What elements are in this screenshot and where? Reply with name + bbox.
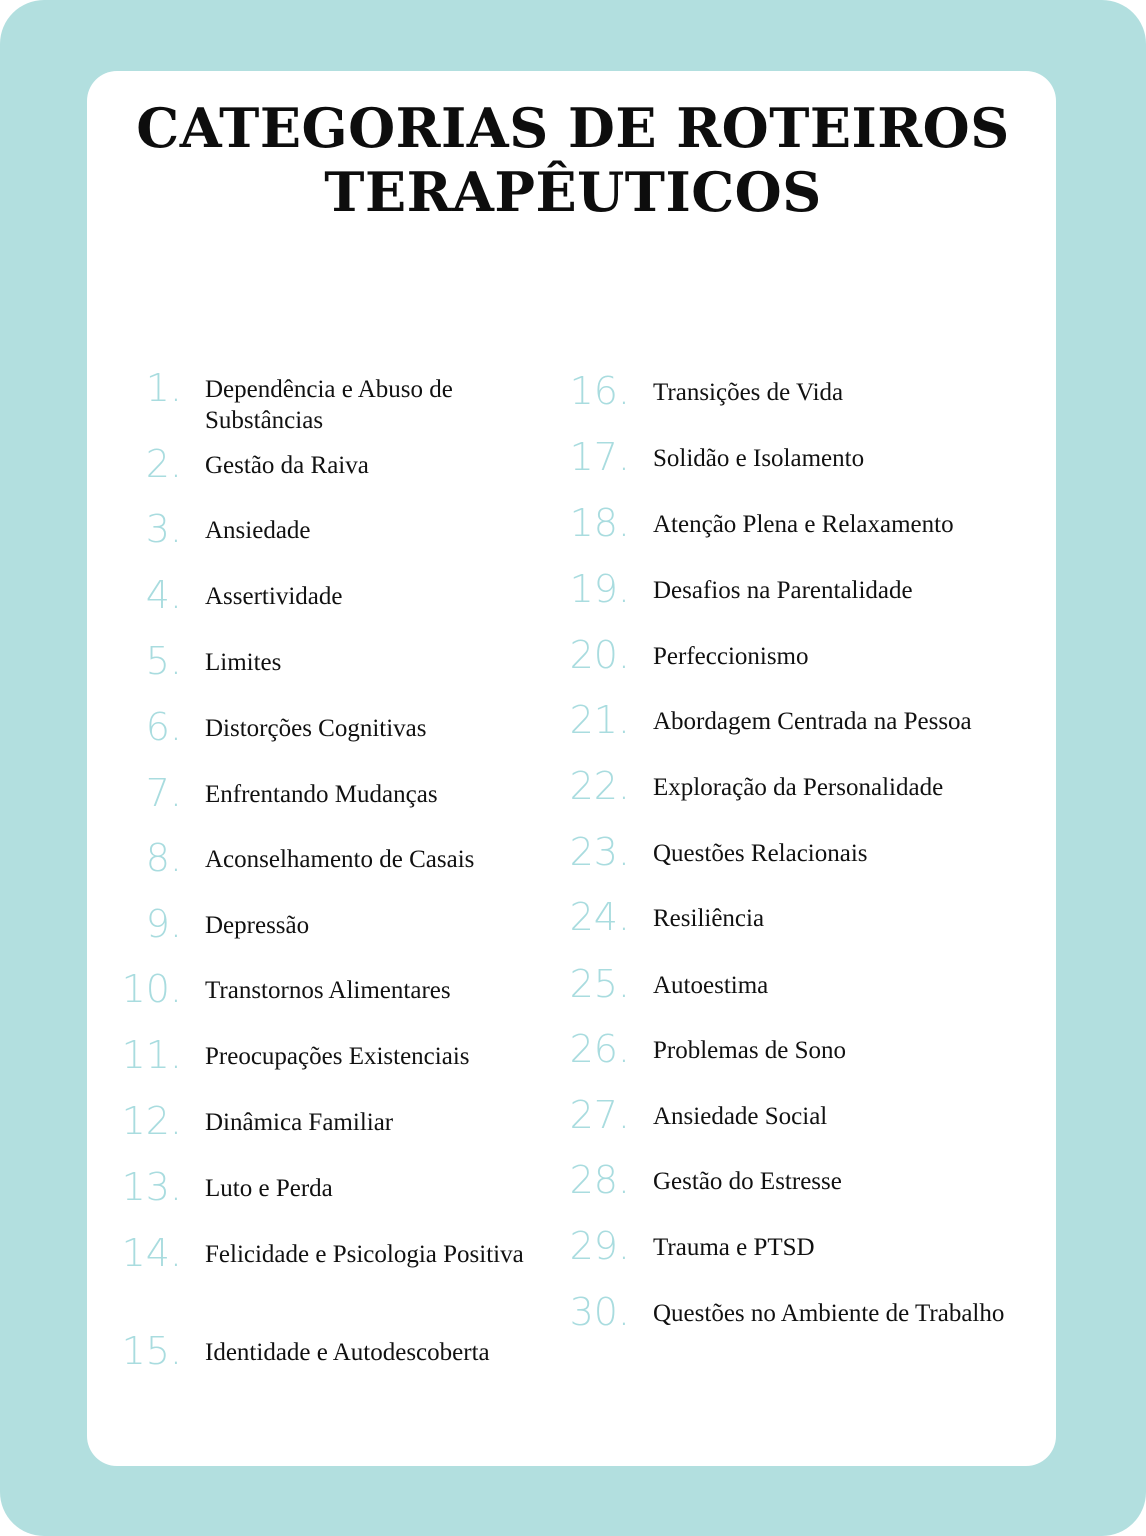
item-label: Luto e Perda — [205, 1175, 333, 1202]
item-number: 12. — [121, 1099, 182, 1143]
list-item — [118, 902, 545, 946]
item-label: Felicidade e Psicologia Positiva — [205, 1241, 524, 1268]
item-number: 6. — [145, 705, 182, 749]
item-number: 17. — [569, 435, 630, 479]
item-label: Autoestima — [653, 972, 769, 999]
item-label: Atenção Plena e Relaxamento — [653, 511, 954, 538]
item-label: Transições de Vida — [653, 379, 844, 406]
list-item — [118, 507, 545, 551]
item-label: Gestão da Raiva — [205, 452, 369, 479]
list-item — [118, 1165, 545, 1209]
list-item — [566, 830, 1023, 874]
list-item — [118, 1033, 545, 1077]
page-title — [0, 96, 1146, 224]
item-number: 10. — [121, 967, 182, 1011]
list-item — [118, 705, 545, 749]
list-item — [118, 573, 545, 617]
list-item — [118, 1231, 545, 1275]
item-number: 29. — [569, 1224, 630, 1268]
item-number: 15. — [121, 1329, 182, 1373]
page-title-line-1: CATEGORIAS DE ROTEIROS — [136, 96, 1010, 160]
item-number: 26. — [569, 1027, 630, 1071]
list-item — [118, 1329, 545, 1373]
item-label: Abordagem Centrada na Pessoa — [653, 708, 972, 735]
item-number: 7. — [145, 771, 182, 815]
list-item — [566, 698, 1023, 742]
item-number: 8. — [145, 836, 182, 880]
item-label: Questões no Ambiente de Trabalho — [653, 1300, 1005, 1327]
list-item — [566, 1093, 1023, 1137]
list-item — [566, 764, 1023, 808]
list-item — [566, 369, 1023, 413]
item-number: 2. — [145, 442, 182, 486]
item-label: Resiliência — [653, 905, 765, 932]
item-label: Limites — [205, 649, 282, 676]
item-number: 5. — [145, 639, 182, 683]
item-label: Perfeccionismo — [653, 643, 809, 670]
page-title-line-2: TERAPÊUTICOS — [324, 160, 822, 224]
item-label: Exploração da Personalidade — [653, 774, 944, 801]
list-item — [118, 366, 545, 436]
item-number: 24. — [569, 895, 630, 939]
list-item — [566, 633, 1023, 677]
item-number: 23. — [569, 830, 630, 874]
item-label: Problemas de Sono — [653, 1037, 847, 1064]
item-number: 9. — [145, 902, 182, 946]
item-label: Identidade e Autodescoberta — [205, 1339, 490, 1366]
list-item — [118, 967, 545, 1011]
item-number: 3. — [145, 507, 182, 551]
item-label: Ansiedade Social — [653, 1103, 828, 1130]
item-label: Transtornos Alimentares — [205, 977, 451, 1004]
item-label: Enfrentando Mudanças — [205, 781, 438, 808]
item-number: 27. — [569, 1093, 630, 1137]
list-item — [118, 639, 545, 683]
item-label: Trauma e PTSD — [653, 1234, 815, 1261]
item-number: 22. — [569, 764, 630, 808]
item-label: Gestão do Estresse — [653, 1168, 842, 1195]
list-item — [566, 1158, 1023, 1202]
item-number: 18. — [569, 501, 630, 545]
item-label: Depressão — [205, 912, 310, 939]
item-label: Aconselhamento de Casais — [205, 846, 475, 873]
item-label: Distorções Cognitivas — [205, 715, 427, 742]
item-number: 25. — [569, 962, 630, 1006]
list-item — [566, 1224, 1023, 1268]
list-item — [118, 771, 545, 815]
list-item — [566, 1290, 1023, 1334]
list-item — [118, 836, 545, 880]
item-number: 13. — [121, 1165, 182, 1209]
item-number: 1. — [145, 366, 182, 410]
item-number: 28. — [569, 1158, 630, 1202]
item-label: Preocupações Existenciais — [205, 1043, 470, 1070]
list-item — [118, 442, 545, 486]
item-number: 20. — [569, 633, 630, 677]
item-label: Assertividade — [205, 583, 343, 610]
item-number: 11. — [121, 1033, 182, 1077]
item-number: 4. — [145, 573, 182, 617]
list-item — [566, 567, 1023, 611]
list-item — [566, 962, 1023, 1006]
item-label: Dinâmica Familiar — [205, 1109, 394, 1136]
item-number: 16. — [569, 369, 630, 413]
item-number: 21. — [569, 698, 630, 742]
item-label: Solidão e Isolamento — [653, 445, 865, 472]
list-item — [566, 435, 1023, 479]
list-item — [566, 895, 1023, 939]
item-number: 19. — [569, 567, 630, 611]
item-number: 14. — [121, 1231, 182, 1275]
item-label: Desafios na Parentalidade — [653, 577, 913, 604]
list-item — [566, 1027, 1023, 1071]
list-item — [566, 501, 1023, 545]
list-item — [118, 1099, 545, 1143]
item-label: Dependência e Abuso de Substâncias — [205, 376, 453, 434]
item-number: 30. — [569, 1290, 630, 1334]
item-label: Ansiedade — [205, 517, 311, 544]
item-label: Questões Relacionais — [653, 840, 868, 867]
